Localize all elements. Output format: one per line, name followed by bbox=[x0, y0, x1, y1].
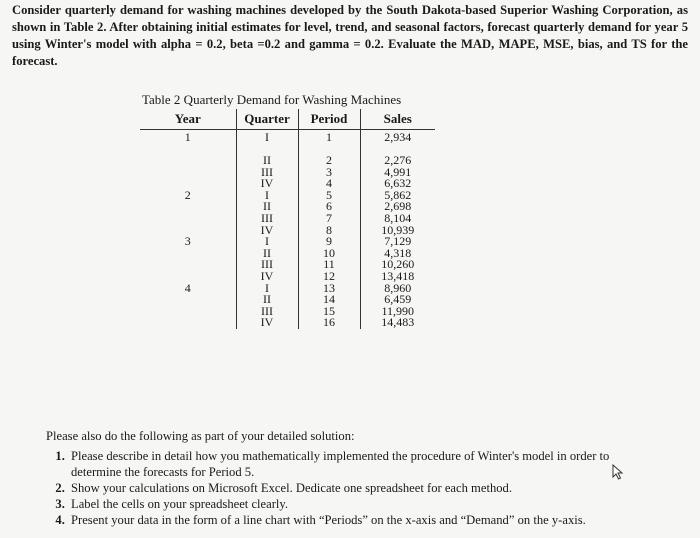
cell-quarter: II bbox=[236, 294, 298, 306]
cell-sales: 8,960 bbox=[360, 283, 435, 295]
cell-sales: 5,862 bbox=[360, 190, 435, 202]
cell-sales: 13,418 bbox=[360, 271, 435, 283]
table-header-row bbox=[140, 109, 435, 130]
cell-quarter: III bbox=[236, 306, 298, 318]
header-year: Year bbox=[140, 109, 236, 130]
cell-period: 2 bbox=[298, 155, 360, 167]
cell-sales: 7,129 bbox=[360, 236, 435, 248]
instruction-item: 3. Label the cells on your spreadsheet clearly. bbox=[68, 496, 646, 512]
demand-table-container bbox=[140, 92, 435, 329]
cell-sales: 10,260 bbox=[360, 259, 435, 271]
cell-quarter: III bbox=[236, 213, 298, 225]
instruction-item: 4. Present your data in the form of a line chart with “Periods” on the x-axis and “Demand” on the y-axis. bbox=[68, 512, 646, 528]
table-body bbox=[140, 130, 435, 329]
cell-sales: 2,698 bbox=[360, 201, 435, 213]
cell-quarter: IV bbox=[236, 271, 298, 283]
cell-quarter: IV bbox=[236, 317, 298, 329]
cell-sales: 14,483 bbox=[360, 317, 435, 329]
cell-period: 1 bbox=[298, 130, 360, 156]
cell-period: 11 bbox=[298, 259, 360, 271]
table-caption: Table 2 Quarterly Demand for Washing Machines bbox=[142, 92, 402, 107]
cell-sales: 4,991 bbox=[360, 167, 435, 179]
cell-year bbox=[140, 259, 236, 271]
cell-sales: 8,104 bbox=[360, 213, 435, 225]
cell-quarter: I bbox=[236, 236, 298, 248]
cell-sales: 4,318 bbox=[360, 248, 435, 260]
cell-period: 9 bbox=[298, 236, 360, 248]
cell-year bbox=[140, 213, 236, 225]
header-quarter: Quarter bbox=[236, 109, 298, 130]
cell-sales: 2,934 bbox=[360, 130, 435, 156]
cell-sales: 2,276 bbox=[360, 155, 435, 167]
cell-quarter: I bbox=[236, 190, 298, 202]
table-row bbox=[140, 317, 435, 329]
cell-period: 14 bbox=[298, 294, 360, 306]
cell-period: 8 bbox=[298, 225, 360, 237]
problem-text: Consider quarterly demand for washing machines developed by the South Dakota-based Superior Washing Corporation, as shown in Table 2. After obtaining initial estimates for level, trend, and seasonal factors, forecast quarterly demand for year 5 using Winter's model with alpha = 0.2, beta =0.2 and gamma = 0.2. Evaluate the MAD, MAPE, MSE, bias, and TS for the forecast. bbox=[12, 3, 688, 68]
cell-period: 10 bbox=[298, 248, 360, 260]
cell-sales: 10,939 bbox=[360, 225, 435, 237]
cell-year: 2 bbox=[184, 187, 191, 202]
cell-year bbox=[140, 248, 236, 260]
cell-quarter: III bbox=[236, 259, 298, 271]
cell-period: 7 bbox=[298, 213, 360, 225]
mouse-cursor-icon bbox=[612, 464, 626, 480]
cell-year: 1 bbox=[184, 130, 191, 144]
cell-year bbox=[140, 167, 236, 179]
cell-quarter: IV bbox=[236, 225, 298, 237]
cell-year bbox=[140, 155, 236, 167]
table-row bbox=[140, 130, 435, 156]
cell-period: 15 bbox=[298, 306, 360, 318]
cell-period: 4 bbox=[298, 178, 360, 190]
cell-sales: 6,459 bbox=[360, 294, 435, 306]
additional-instructions bbox=[46, 428, 646, 528]
cell-period: 3 bbox=[298, 167, 360, 179]
cell-quarter: II bbox=[236, 201, 298, 213]
cell-year bbox=[140, 201, 236, 213]
cell-year bbox=[140, 294, 236, 306]
cell-quarter: II bbox=[236, 155, 298, 167]
cell-period: 6 bbox=[298, 201, 360, 213]
cell-year: 4 bbox=[184, 280, 191, 295]
instruction-item: 1. Please describe in detail how you mathematically implemented the procedure of Winter's model in order to determine the forecasts for Period 5. bbox=[68, 448, 646, 480]
cell-period: 12 bbox=[298, 271, 360, 283]
cell-period: 5 bbox=[298, 190, 360, 202]
cell-quarter: I bbox=[236, 130, 298, 156]
cell-quarter: I bbox=[236, 283, 298, 295]
instructions-list bbox=[46, 448, 646, 528]
cell-sales: 6,632 bbox=[360, 178, 435, 190]
cell-quarter: III bbox=[236, 167, 298, 179]
cell-period: 16 bbox=[298, 317, 360, 329]
cell-sales: 11,990 bbox=[360, 306, 435, 318]
demand-table bbox=[140, 109, 435, 329]
header-sales: Sales bbox=[360, 109, 435, 130]
cell-year bbox=[140, 317, 236, 329]
cell-year: 3 bbox=[184, 234, 191, 249]
header-period: Period bbox=[298, 109, 360, 130]
cell-year bbox=[140, 306, 236, 318]
cell-period: 13 bbox=[298, 283, 360, 295]
cell-quarter: IV bbox=[236, 178, 298, 190]
problem-statement bbox=[12, 2, 688, 70]
instructions-heading: Please also do the following as part of your detailed solution: bbox=[46, 429, 355, 443]
cell-quarter: II bbox=[236, 248, 298, 260]
instruction-item: 2. Show your calculations on Microsoft Excel. Dedicate one spreadsheet for each method. bbox=[68, 480, 646, 496]
